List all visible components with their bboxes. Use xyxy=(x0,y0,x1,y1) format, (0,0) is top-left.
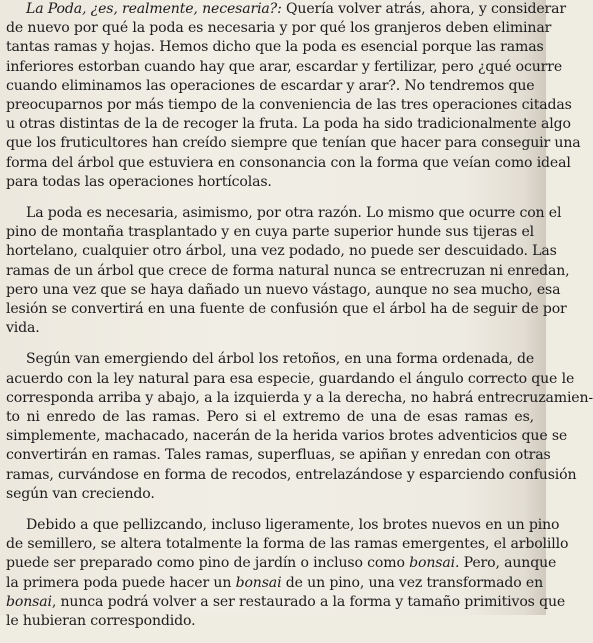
text-line: la primera poda puede hacer un bonsai de un pino, una vez transformado en xyxy=(6,574,543,591)
text-line: tantas ramas y hojas. Hemos dicho que la poda es esencial porque las ramas xyxy=(6,39,544,56)
text-line: de semillero, se altera totalmente la forma de las ramas emergentes, el arbolillo xyxy=(6,536,569,553)
text-line: de nuevo por qué la poda es necesaria y por qué los granjeros deben eliminar xyxy=(6,20,552,37)
paragraph xyxy=(6,516,569,631)
text-line: cuando eliminamos las operaciones de escardar y arar?. No tendremos que xyxy=(6,77,535,94)
text-line: Según van emergiendo del árbol los retoños, en una forma ordenada, de xyxy=(26,351,535,368)
paragraph xyxy=(6,204,570,338)
text-line: ramas de un árbol que crece de forma natural nunca se entrecruzan ni enredan, xyxy=(6,262,570,279)
text-line: ramas, curvándose en forma de recodos, entrelazándose y esparciendo confusión xyxy=(6,466,577,483)
text-line: lesión se convertirá en una fuente de confusión que el árbol ha de seguir de por xyxy=(6,301,567,318)
text-line: simplemente, machacado, nacerán de la herida varios brotes adventicios que se xyxy=(6,428,568,445)
text-line: para todas las operaciones hortícolas. xyxy=(6,173,272,190)
text-line: inferiores estorban cuando hay que arar, escardar y fertilizar, pero ¿qué ocurre xyxy=(6,58,563,75)
text-line: to ni enredo de las ramas. Pero si el extremo de una de esas ramas es, xyxy=(6,409,534,426)
text-line: le hubieran correspondido. xyxy=(6,613,196,630)
text-line: acuerdo con la ley natural para esa especie, guardando el ángulo correcto que le xyxy=(6,370,575,387)
text-line: pero una vez que se haya dañado un nuevo vástago, aunque no sea mucho, esa xyxy=(6,281,561,298)
text-line: La poda es necesaria, asimismo, por otra razón. Lo mismo que ocurre con el xyxy=(26,205,562,222)
text-line: u otras distintas de la de recoger la fruta. La poda ha sido tradicionalmente algo xyxy=(6,116,571,133)
text-line: puede ser preparado como pino de jardín o incluso como bonsai. Pero, aunque xyxy=(6,555,557,572)
text-line: preocuparnos por más tiempo de la conveniencia de las tres operaciones citadas xyxy=(6,97,572,114)
text-line: forma del árbol que estuviera en consonancia con la forma que veían como ideal xyxy=(6,154,571,171)
text-line: bonsai, nunca podrá volver a ser restaurado a la forma y tamaño primitivos que xyxy=(6,593,566,610)
text-line: hortelano, cualquier otro árbol, una vez podado, no puede ser descuidado. Las xyxy=(6,243,557,260)
text-line: según van creciendo. xyxy=(6,485,155,502)
text-line: convertirán en ramas. Tales ramas, superfluas, se apiñan y enredan con otras xyxy=(6,447,551,464)
paragraph xyxy=(6,350,593,504)
text-line: Debido a que pellizcando, incluso ligeramente, los brotes nuevos en un pino xyxy=(26,517,560,534)
text-line: corresponda arriba y abajo, a la izquierda y a la derecha, no habrá entrecruzamien- xyxy=(6,389,593,406)
text-line: pino de montaña trasplantado y en cuya parte superior hunde sus tijeras el xyxy=(6,224,534,241)
paragraph xyxy=(6,0,581,192)
text-line: que los fruticultores han creído siempre que tenían que hacer para conseguir una xyxy=(6,135,581,152)
text-line: vida. xyxy=(6,320,40,337)
text-line: La Poda, ¿es, realmente, necesaria?: Quería volver atrás, ahora, y considerar xyxy=(26,1,566,17)
book-text-body xyxy=(6,0,593,643)
